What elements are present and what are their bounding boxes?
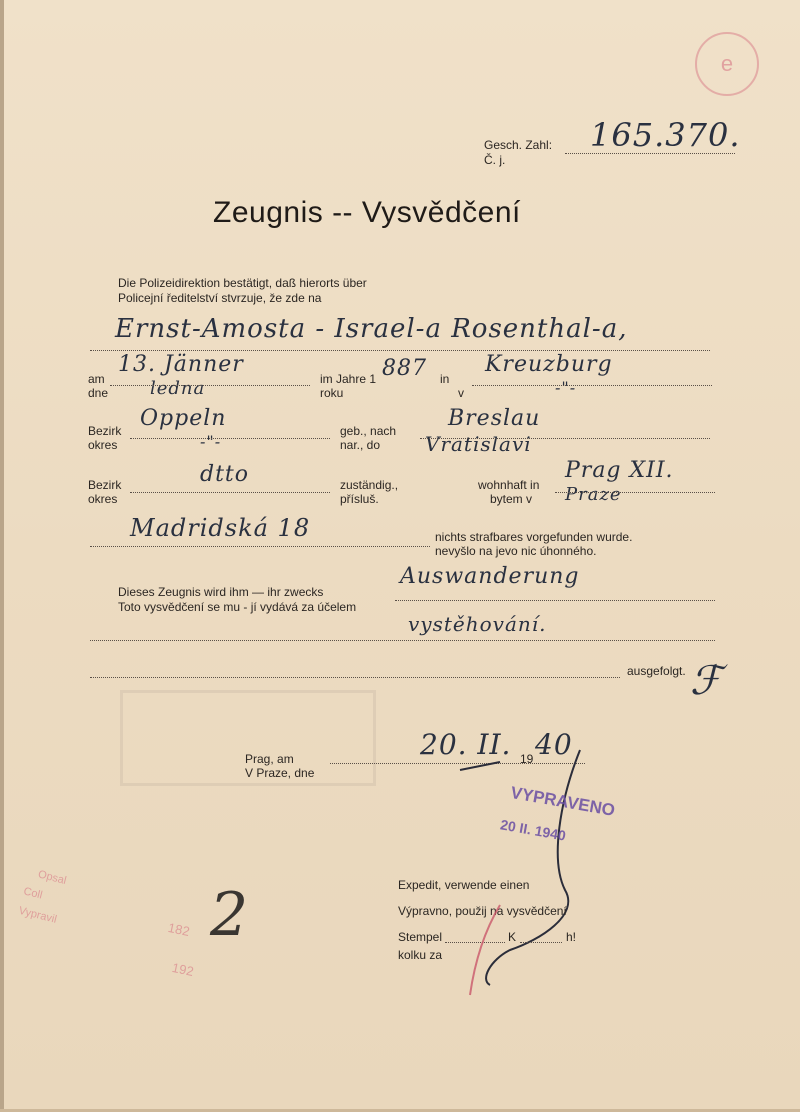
- stempel-dots-2: [520, 942, 562, 943]
- geb-label: geb., nach: [340, 424, 397, 438]
- k-label: K: [508, 930, 517, 944]
- red-number-2: 192: [170, 959, 196, 980]
- ref-label-cs: Č. j.: [484, 153, 506, 167]
- purpose-underline: [395, 600, 715, 601]
- nothing-found-cs: nevyšlo na jevo nic úhonného.: [435, 544, 597, 558]
- expedit-line-1: Expedit, verwende einen: [398, 878, 530, 892]
- okres-label: okres: [88, 438, 118, 452]
- residence-underline: [130, 492, 330, 493]
- sent-stamp-date: 20 II. 1940: [499, 816, 568, 844]
- ref-number: 165.370.: [590, 116, 741, 154]
- year-label-cs: roku: [320, 386, 344, 400]
- document-title: Zeugnis -- Vysvědčení: [213, 196, 521, 229]
- birth-place: Kreuzburg: [485, 352, 613, 377]
- bezirk-label: Bezirk: [88, 424, 122, 438]
- corner-stamp-mark: e: [720, 51, 734, 76]
- sent-stamp-title: VYPRAVENO: [509, 782, 617, 821]
- pencil-initial: 2: [210, 880, 250, 950]
- birth-day-month-cs: ledna: [150, 378, 206, 399]
- intro-cs: Policejní ředitelství stvrzuje, že zde na: [118, 291, 322, 305]
- district-value-cs: -"-: [200, 432, 222, 451]
- street: Madridská 18: [130, 514, 311, 542]
- purpose-value-cs: vystěhování.: [408, 612, 547, 636]
- issued-underline: [90, 677, 620, 678]
- residence-city: Prag XII.: [565, 458, 674, 483]
- red-stamp: [17, 866, 67, 926]
- place-underline: [472, 385, 712, 386]
- in-label: in: [440, 372, 450, 386]
- city-underline: [555, 492, 715, 493]
- nothing-found-de: nichts strafbares vorgefunden wurde.: [435, 530, 633, 544]
- am-label: am: [88, 372, 105, 386]
- birth-underline: [110, 385, 310, 386]
- zust-label: zuständig.,: [340, 478, 399, 492]
- purpose-underline-2: [90, 640, 715, 641]
- purpose-de: Dieses Zeugnis wird ihm — ihr zwecks: [118, 585, 324, 599]
- date-year: 40: [535, 728, 573, 761]
- ref-label-de: Gesch. Zahl:: [484, 138, 553, 152]
- year-label-de: im Jahre 1: [320, 372, 377, 386]
- purpose-value: Auswanderung: [400, 564, 580, 589]
- bezirk-label-2: Bezirk: [88, 478, 122, 492]
- red-check-mark: [455, 900, 515, 1000]
- residence-district: dtto: [200, 462, 250, 487]
- dne-label: dne: [88, 386, 109, 400]
- paper-edge: [0, 0, 4, 1112]
- red-stamp-line-2: Coll: [22, 885, 44, 902]
- kolku-label: kolku za: [398, 948, 443, 962]
- expedit-line-2: Výpravno, použij na vysvědčení: [398, 904, 567, 918]
- wohnhaft-label: wohnhaft in: [478, 478, 540, 492]
- issued-signature: ℱ: [690, 658, 723, 704]
- person-name: Ernst-Amosta - Israel-a Rosenthal-a,: [115, 314, 628, 344]
- corner-stamp: [695, 32, 759, 96]
- bytem-label: bytem v: [490, 492, 533, 506]
- birth-year: 887: [382, 356, 427, 381]
- red-number-1: 182: [166, 919, 192, 940]
- name-underline: [90, 350, 710, 351]
- date-century: 19: [520, 752, 534, 766]
- moved-underline: [420, 438, 710, 439]
- red-stamp-line-3: Vypravil: [17, 904, 58, 926]
- v-label: v: [458, 386, 464, 400]
- purpose-cs: Toto vysvědčení se mu - jí vydává za účelem: [118, 600, 357, 614]
- stempel-label: Stempel: [398, 930, 443, 944]
- moved-to-cs: Vratislavi: [425, 432, 532, 456]
- district-value: Oppeln: [140, 406, 227, 431]
- residence-city-cs: Praze: [565, 484, 622, 505]
- intro-de: Die Polizeidirektion bestätigt, daß hierorts über: [118, 276, 367, 290]
- prislus-label: přísluš.: [340, 492, 379, 506]
- birth-day-month: 13. Jänner: [118, 352, 244, 377]
- moved-to: Breslau: [448, 406, 541, 431]
- nar-label: nar., do: [340, 438, 381, 452]
- h-label: h!: [566, 930, 577, 944]
- district-underline: [130, 438, 330, 439]
- v-praze: V Praze, dne: [245, 766, 315, 780]
- birth-place-cs: -"-: [555, 378, 577, 397]
- street-underline: [90, 546, 430, 547]
- red-stamp-line-1: Opsal: [36, 868, 68, 888]
- issued-label: ausgefolgt.: [627, 664, 686, 678]
- okres-label-2: okres: [88, 492, 118, 506]
- date-day-month: 20. II.: [420, 728, 512, 761]
- prag-am: Prag, am: [245, 752, 294, 766]
